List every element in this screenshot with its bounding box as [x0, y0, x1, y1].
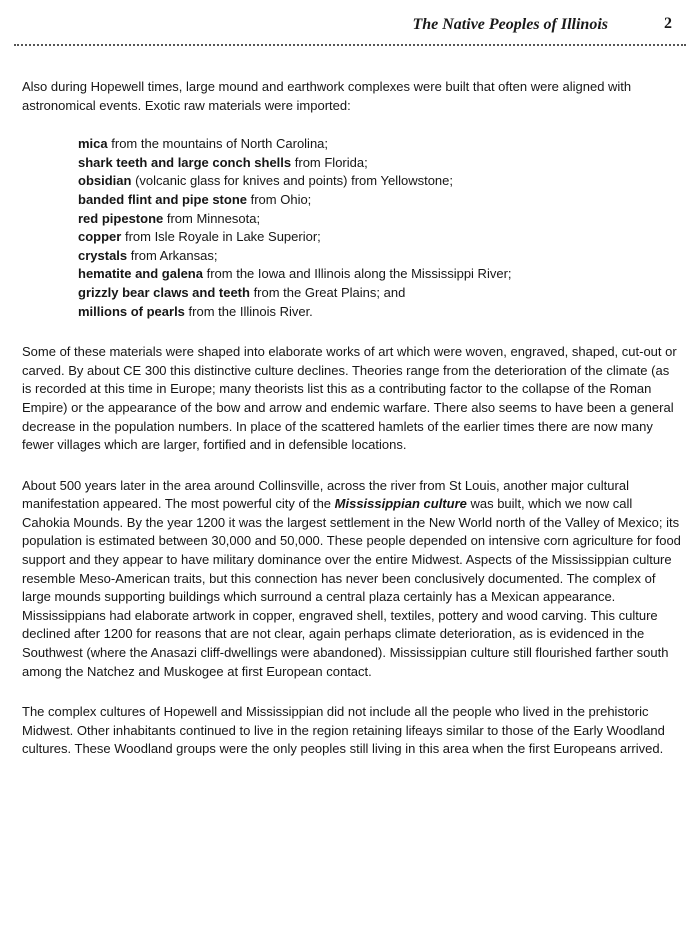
- material-name: crystals: [78, 247, 128, 263]
- list-item: [78, 303, 682, 322]
- material-name: shark teeth and large conch shells: [78, 154, 292, 170]
- materials-list: [78, 135, 682, 321]
- material-name: red pipestone: [78, 210, 164, 226]
- list-item: [78, 284, 682, 303]
- list-item: [78, 135, 682, 154]
- paragraph-text: was built, which we now call Cahokia Mounds. By the year 1200 it was the largest settlement in the New World north of the Valley of Mexico; its population is estimated between 30,000 and 50,000. These people depended on intensive corn agriculture for food support and they appear to have military dominance over the entire Midwest. Aspects of the Mississippian culture resemble Meso-American traits, but this connection has never been conclusively documented. The complex of large mounds supporting buildings which surround a central plaza certainly has a Mexican appearance. Mississippians had elaborate artwork in copper, engraved shell, textiles, pottery and wood carving. This culture declined after 1200 for reasons that are not clear, again perhaps climate deterioration, as is evidenced in the Southwest (where the Anasazi cliff-dwellings were abandoned). Mississippian culture still flourished farther south among the Natchez and Muskogee at first European contact.: [22, 496, 681, 679]
- material-source: (volcanic glass for knives and points) from Yellowstone;: [131, 173, 453, 189]
- page-number: 2: [664, 15, 672, 32]
- list-item: [78, 247, 682, 266]
- document-body: [22, 78, 682, 781]
- list-item: [78, 210, 682, 229]
- material-source: from Arkansas;: [127, 247, 218, 263]
- material-name: obsidian: [78, 173, 132, 189]
- paragraph-text: About 500 years later in the area around Collinsville, across the river from St Louis, another major cultural manifestation appeared. The most powerful city of the: [22, 477, 629, 512]
- material-name: grizzly bear claws and teeth: [78, 284, 250, 300]
- list-item: [78, 172, 682, 191]
- material-source: from the mountains of North Carolina;: [107, 136, 329, 152]
- material-source: from the Iowa and Illinois along the Mississippi River;: [202, 266, 512, 282]
- material-source: from the Great Plains; and: [249, 284, 406, 300]
- intro-paragraph: Also during Hopewell times, large mound and earthwork complexes were built that often were aligned with astronomical events. Exotic raw materials were imported:: [22, 79, 632, 113]
- list-item: [78, 265, 566, 284]
- list-item: [78, 191, 682, 210]
- paragraph-woodland: The complex cultures of Hopewell and Mississippian did not include all the people who lived in the prehistoric Midwest. Other inhabitants continued to live in the region retaining lifeays similar to those of the Early Woodland cultures. These Woodland groups were the only peoples still living in this area when the first Europeans arrived.: [22, 704, 665, 757]
- material-name: millions of pearls: [78, 303, 185, 319]
- material-name: copper: [78, 229, 122, 245]
- list-item: [78, 228, 682, 247]
- material-source: from Isle Royale in Lake Superior;: [121, 229, 321, 245]
- emphasized-term: Mississippian culture: [334, 496, 467, 512]
- material-source: from the Illinois River.: [184, 303, 313, 319]
- material-source: from Minnesota;: [163, 210, 261, 226]
- header-divider: [14, 44, 686, 46]
- page-header: [14, 12, 686, 48]
- paragraph-mississippian: [22, 477, 682, 682]
- paragraph-decline: Some of these materials were shaped into elaborate works of art which were woven, engraved, shaped, cut-out or carved. By about CE 300 this distinctive culture declines. Theories range from the deterioration of the climate (as is recorded at this time in Europe; many theorists list this as a contributing factor to the collapse of the Roman Empire) or the appearance of the bow and arrow and endemic warfare. There also seems to have been a general decrease in the population numbers. In place of the scattered hamlets of the earlier times there are now many fewer villages which are larger, fortified and in defensible locations.: [22, 344, 677, 453]
- material-name: banded flint and pipe stone: [78, 191, 247, 207]
- list-item: [78, 154, 682, 173]
- material-source: from Florida;: [291, 154, 368, 170]
- material-name: mica: [78, 136, 108, 152]
- material-name: hematite and galena: [78, 266, 203, 282]
- running-title: The Native Peoples of Illinois: [412, 16, 608, 33]
- material-source: from Ohio;: [247, 191, 312, 207]
